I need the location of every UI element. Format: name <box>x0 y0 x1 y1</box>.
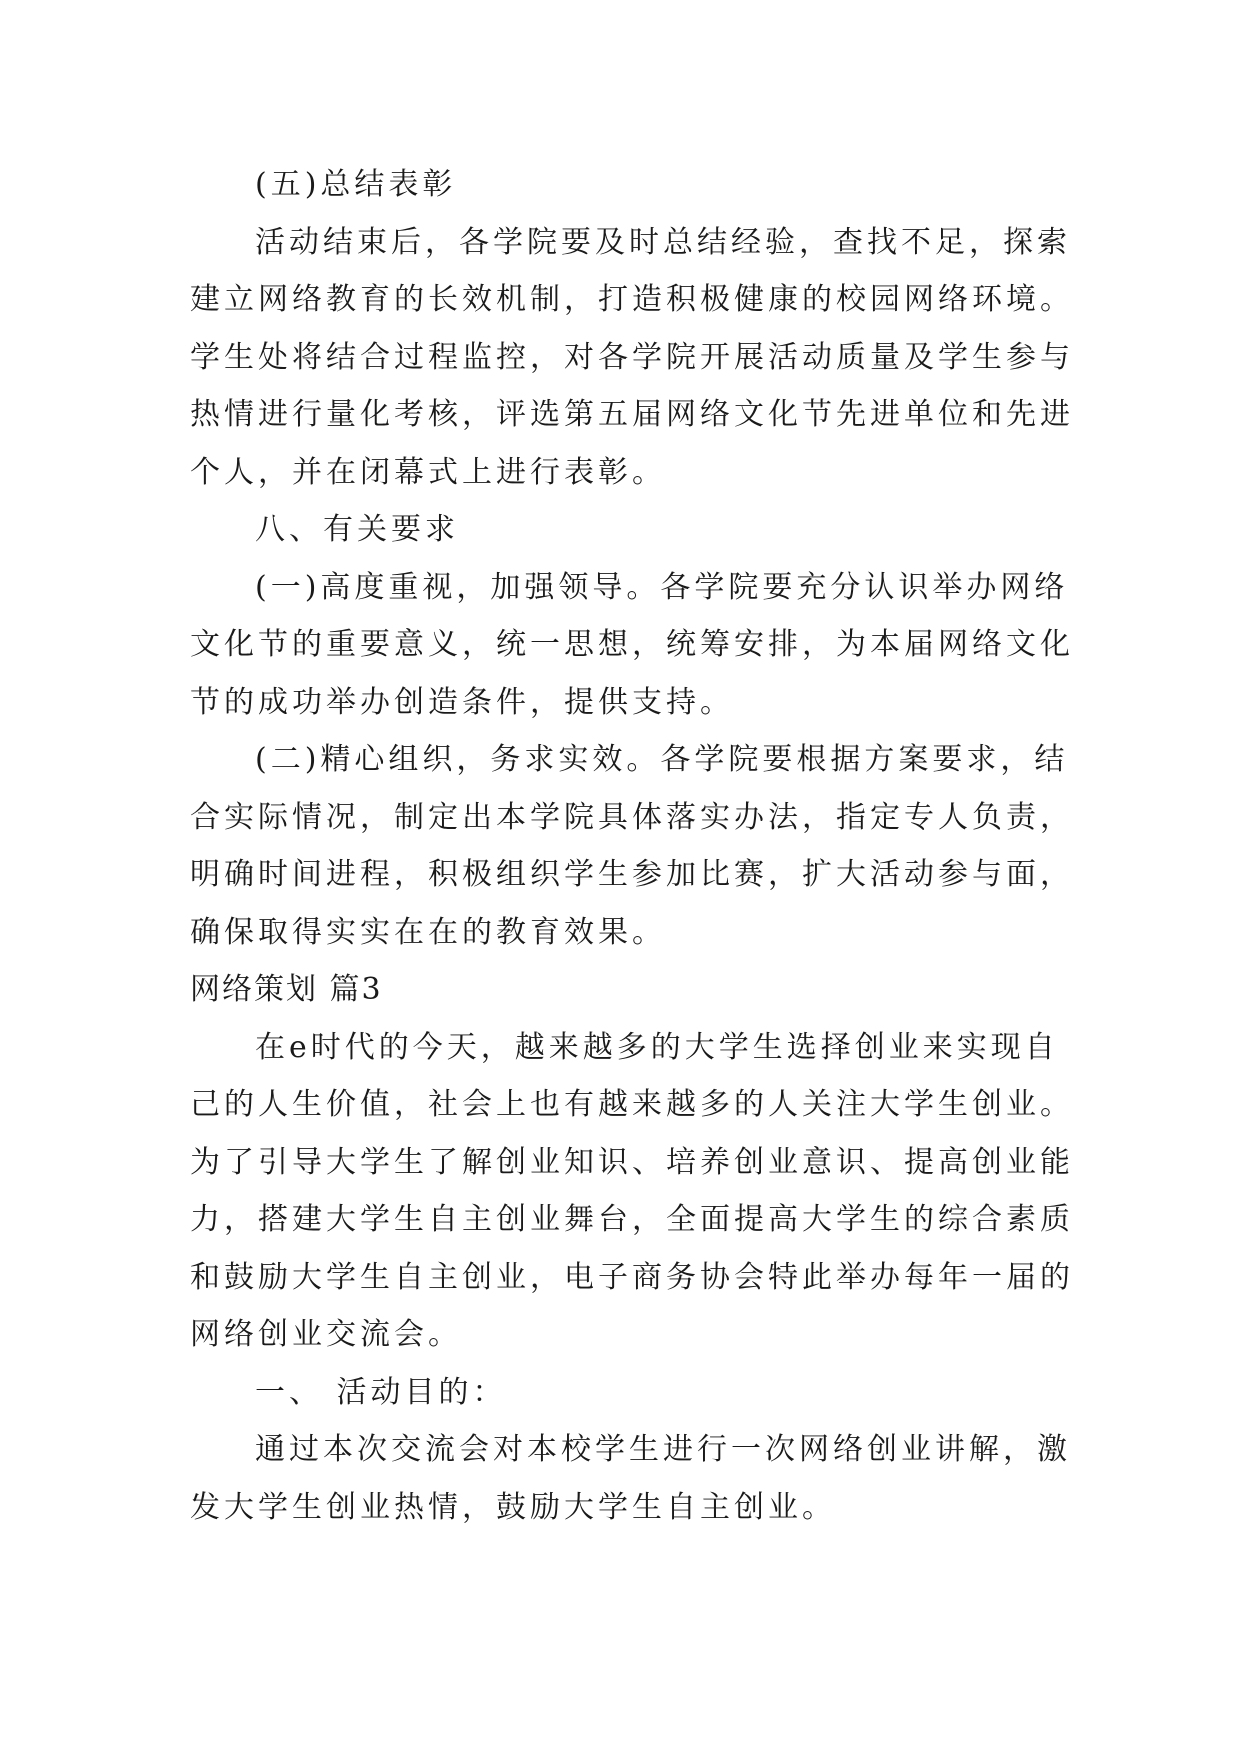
paragraph-line: (二)精心组织，务求实效。各学院要根据方案要求，结 <box>255 742 1069 777</box>
paragraph-line: 力，搭建大学生自主创业舞台，全面提高大学生的综合素质 <box>190 1202 1074 1237</box>
paragraph-line: 节的成功举办创造条件，提供支持。 <box>190 684 734 720</box>
section-heading-purpose: 一、 活动目的： <box>255 1374 507 1410</box>
paragraph-line: 个人，并在闭幕式上进行表彰。 <box>190 454 666 490</box>
paragraph-line: 网络创业交流会。 <box>190 1317 462 1352</box>
paragraph-line: 发大学生创业热情，鼓励大学生自主创业。 <box>190 1489 836 1525</box>
paragraph-line: 文化节的重要意义，统一思想，统筹安排，为本届网络文化 <box>190 627 1074 662</box>
section-heading-summary: (五)总结表彰 <box>255 167 457 202</box>
paragraph-line: 在e时代的今天，越来越多的大学生选择创业来实现自 <box>255 1029 1059 1065</box>
paragraph-line: 热情进行量化考核，评选第五届网络文化节先进单位和先进 <box>190 397 1074 432</box>
paragraph-line: 为了引导大学生了解创业知识、培养创业意识、提高创业能 <box>190 1144 1074 1180</box>
paragraph-line: 确保取得实实在在的教育效果。 <box>190 914 666 950</box>
paragraph-line: 学生处将结合过程监控，对各学院开展活动质量及学生参与 <box>190 339 1074 375</box>
paragraph-line: 活动结束后，各学院要及时总结经验，查找不足，探索 <box>255 224 1071 260</box>
paragraph-line: (一)高度重视，加强领导。各学院要充分认识举办网络 <box>255 569 1069 605</box>
paragraph-line: 通过本次交流会对本校学生进行一次网络创业讲解，激 <box>255 1432 1071 1467</box>
paragraph-line: 建立网络教育的长效机制，打造积极健康的校园网络环境。 <box>190 282 1074 317</box>
document-body <box>190 156 1074 1536</box>
article-title: 网络策划 篇3 <box>190 972 383 1007</box>
paragraph-line: 和鼓励大学生自主创业，电子商务协会特此举办每年一届的 <box>190 1259 1074 1295</box>
section-heading-requirements: 八、有关要求 <box>255 512 459 547</box>
paragraph-line: 合实际情况，制定出本学院具体落实办法，指定专人负责， <box>190 799 1074 835</box>
paragraph-line: 明确时间进程，积极组织学生参加比赛，扩大活动参与面， <box>190 857 1074 892</box>
paragraph-line: 己的人生价值，社会上也有越来越多的人关注大学生创业。 <box>190 1087 1074 1122</box>
